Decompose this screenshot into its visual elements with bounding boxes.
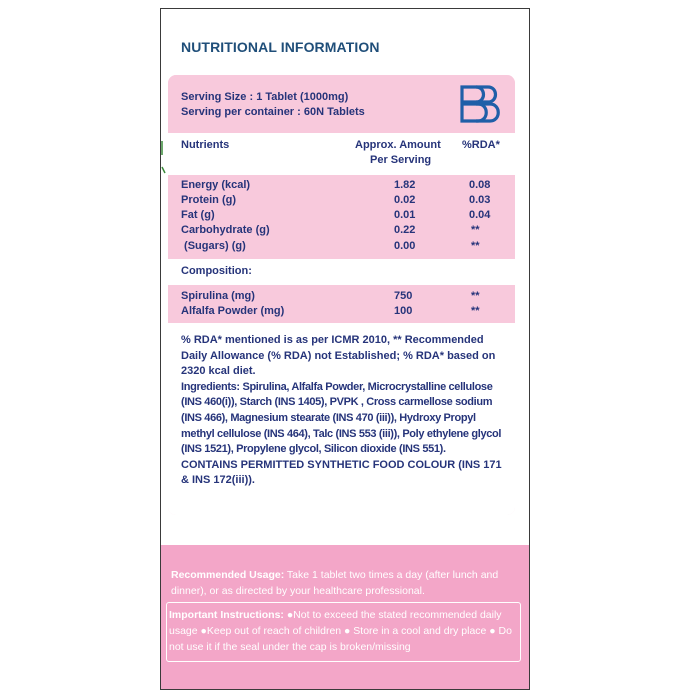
table-row-amount: 1.82 <box>394 179 416 191</box>
table-row-name: Carbohydrate (g) <box>181 224 270 236</box>
nutrition-card <box>168 75 515 515</box>
col-amount-line1: Approx. Amount <box>355 139 441 151</box>
composition-row-rda: ** <box>471 290 480 302</box>
table-row-rda: 0.03 <box>469 194 491 206</box>
composition-row-amount: 750 <box>394 290 413 302</box>
composition-label: Composition: <box>181 265 252 277</box>
notes-block <box>181 333 506 489</box>
table-row-rda: ** <box>471 240 480 252</box>
rda-note: % RDA* mentioned is as per ICMR 2010, ** Recommended Daily Allowance (% RDA) not Established; % RDA* based on 2320 kcal diet. <box>181 334 496 378</box>
serving-size: Serving Size : 1 Tablet (1000mg) <box>181 91 349 103</box>
table-row-amount: 0.01 <box>394 209 416 221</box>
bb-logo-icon <box>460 85 502 123</box>
col-amount-line2: Per Serving <box>370 154 432 166</box>
col-rda: %RDA* <box>462 139 500 151</box>
ingredients-text: Ingredients: Spirulina, Alfalfa Powder, Microcrystalline cellulose (INS 460(i)), Starch (INS 1405), PVPK , Cross carmellose sodium (INS 466), Magnesium stearate (INS 470 (iii)), Hydroxy Propyl methyl cellulose (INS 464), Talc (INS 553 (iii)), Poly ethylene glycol (INS 1521), Propylene glycol, Silicon dioxide (INS 551). <box>181 380 502 456</box>
instructions-label: Important Instructions: <box>169 609 284 621</box>
table-row-name: Protein (g) <box>181 194 236 206</box>
table-row-name: Energy (kcal) <box>181 179 251 191</box>
edge-mark-icon <box>161 139 167 179</box>
composition-row-rda: ** <box>471 305 480 317</box>
important-instructions <box>169 607 519 655</box>
table-row-name: (Sugars) (g) <box>181 240 246 252</box>
usage-label: Recommended Usage: <box>171 569 285 581</box>
composition-row-name: Spirulina (mg) <box>181 290 255 302</box>
table-row-rda: 0.04 <box>469 209 491 221</box>
table-row-name: Fat (g) <box>181 209 215 221</box>
usage-text: Take 1 tablet two times a day (after lunch and dinner), or as directed by your healthcare professional. <box>171 569 499 597</box>
table-row-amount: 0.00 <box>394 240 416 252</box>
colour-statement: CONTAINS PERMITTED SYNTHETIC FOOD COLOUR (INS 171 & INS 172(iii)). <box>181 458 502 487</box>
table-row-amount: 0.02 <box>394 194 416 206</box>
table-row-rda: 0.08 <box>469 179 491 191</box>
col-nutrients: Nutrients <box>181 139 230 151</box>
page-title: NUTRITIONAL INFORMATION <box>181 39 380 55</box>
serving-per-container: Serving per container : 60N Tablets <box>181 106 365 118</box>
recommended-usage <box>171 567 523 599</box>
table-row-rda: ** <box>471 224 480 236</box>
instructions-text: ●Not to exceed the stated recommended daily usage ●Keep out of reach of children ● Store in a cool and dry place ● Do not use it if the seal under the cap is broken/missing <box>169 609 512 653</box>
nutrition-panel <box>160 8 530 690</box>
composition-row-name: Alfalfa Powder (mg) <box>181 305 285 317</box>
table-row-amount: 0.22 <box>394 224 416 236</box>
composition-row-amount: 100 <box>394 305 413 317</box>
